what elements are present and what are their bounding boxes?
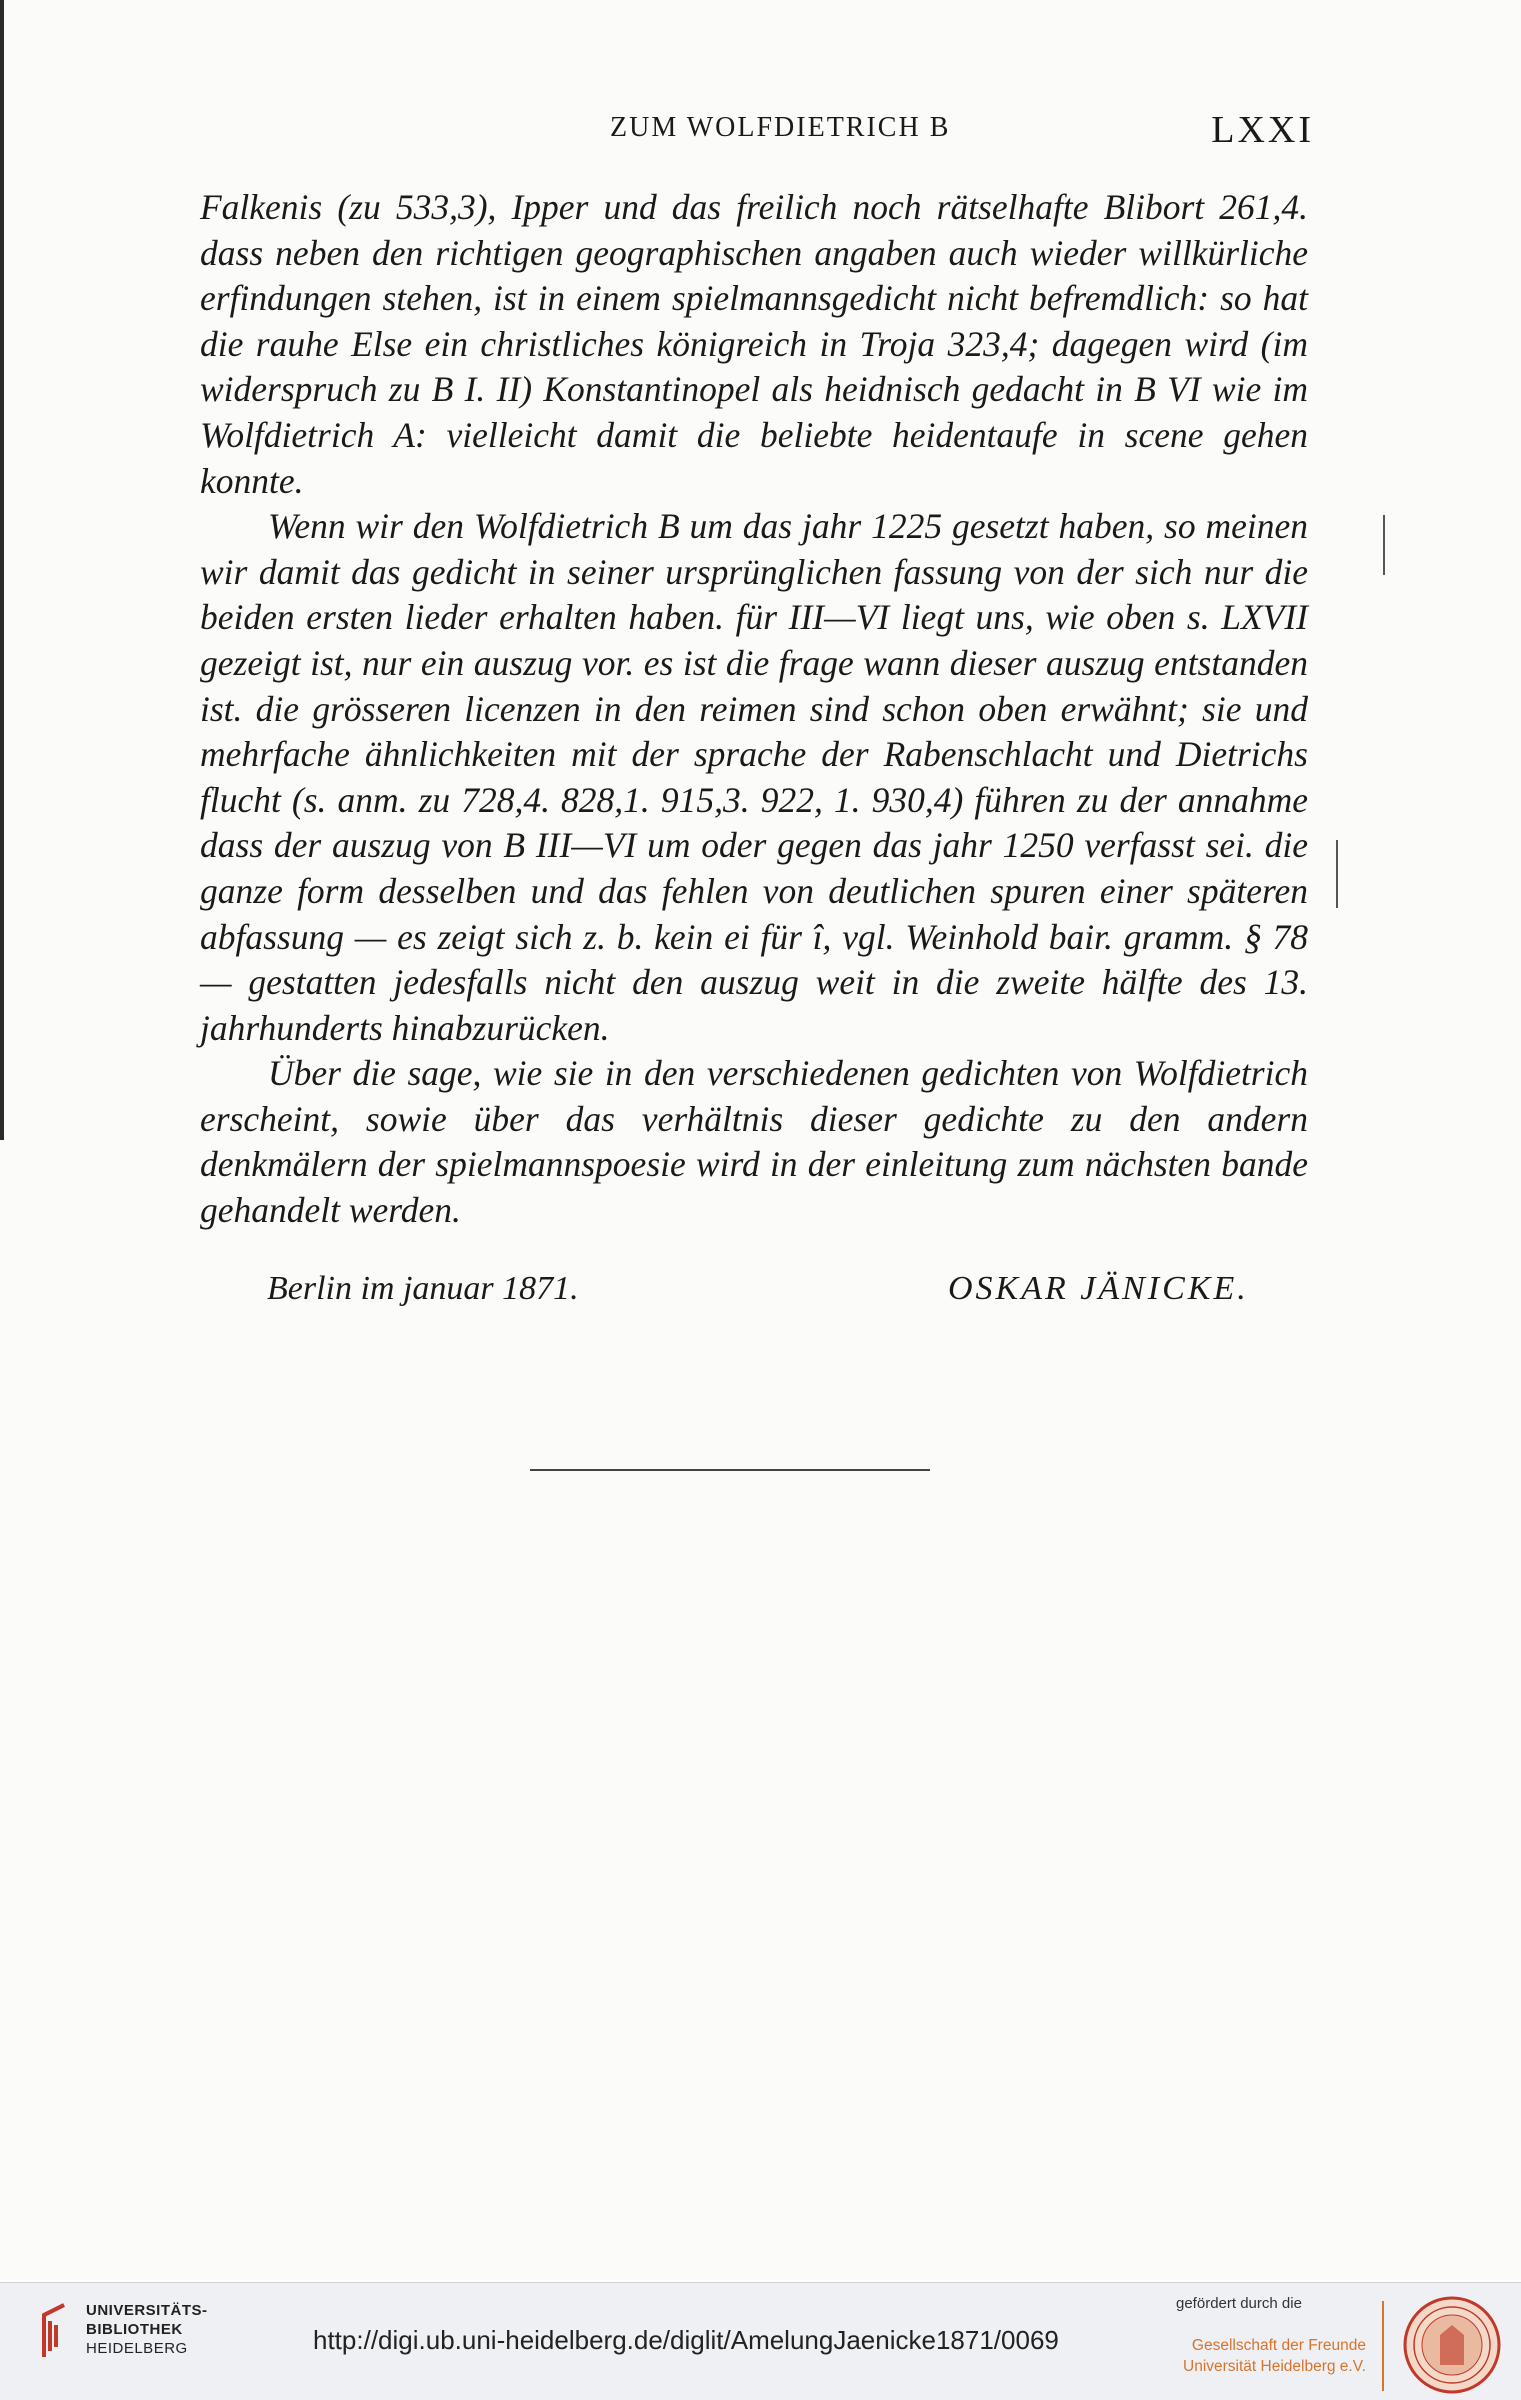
sponsor-line: Universität Heidelberg e.V. [1183, 2358, 1366, 2375]
library-name-line: UNIVERSITÄTS- [86, 2302, 208, 2319]
library-name[interactable] [86, 2301, 208, 2358]
university-seal-icon [1402, 2295, 1502, 2395]
library-logo-icon[interactable] [34, 2301, 74, 2361]
running-title: ZUM WOLFDIETRICH B [610, 112, 951, 143]
paragraph-2: Wenn wir den Wolfdietrich B um das jahr 1225 gesetzt haben, so meinen wir damit das gedicht in seiner ursprünglichen fassung von der sich nur die beiden ersten lieder erhalten haben. für III—VI liegt uns, wie oben s. LXVII gezeigt ist, nur ein auszug vor. es ist die frage wann dieser auszug entstanden ist. die grösseren licenzen in den reimen sind schon oben erwähnt; sie und mehrfache ähnlichkeiten mit der sprache der Rabenschlacht und Dietrichs flucht (s. anm. zu 728,4. 828,1. 915,3. 922, 1. 930,4) führen zu der annahme dass der auszug von B III—VI um oder gegen das jahr 1250 verfasst sei. die ganze form desselben und das fehlen von deutlichen spuren einer späteren abfassung — es zeigt sich z. b. kein ei für î, vgl. Weinhold bair. gramm. § 78 — gestatten jedesfalls nicht den auszug weit in die zweite hälfte des 13. jahrhunderts hinabzurücken. [200, 506, 1308, 1048]
margin-mark [1383, 515, 1385, 575]
margin-mark [1336, 840, 1338, 908]
running-head [0, 108, 1521, 158]
paragraph-3: Über die sage, wie sie in den verschiedenen gedichten von Wolfdietrich erscheint, sowie über das verhältnis dieser gedichte zu den andern denkmälern der spielmannspoesie wird in der einleitung zum nächsten bande gehandelt werden. [200, 1053, 1308, 1231]
library-name-line: BIBLIOTHEK [86, 2321, 183, 2338]
footer-bar [0, 2282, 1521, 2400]
page-edge-shadow [0, 0, 4, 1140]
paragraph-1: Falkenis (zu 533,3), Ipper und das freilich noch rätselhafte Blibort 261,4. dass neben den richtigen geographischen angaben auch wieder willkürliche erfindungen stehen, ist in einem spielmannsgedicht nicht befremdlich: so hat die rauhe Else ein christliches königreich in Troja 323,4; dagegen wird (im widerspruch zu B I. II) Konstantinopel als heidnisch gedacht in B VI wie im Wolfdietrich A: vielleicht damit die beliebte heidentaufe in scene gehen konnte. [200, 187, 1308, 501]
sponsor-line: Gesellschaft der Freunde [1191, 2337, 1366, 2354]
signature [0, 1270, 1521, 1320]
place-date: Berlin im januar 1871. [267, 1270, 579, 1307]
library-name-line: HEIDELBERG [86, 2340, 188, 2357]
page-number: LXXI [1211, 109, 1314, 151]
body-text [200, 185, 1308, 1234]
end-rule [530, 1469, 930, 1471]
sponsor-divider [1382, 2301, 1384, 2391]
author-name: OSKAR JÄNICKE. [948, 1270, 1249, 1307]
sponsor-intro: gefördert durch die [1176, 2295, 1302, 2312]
permalink-url[interactable]: http://digi.ub.uni-heidelberg.de/diglit/AmelungJaenicke1871/0069 [313, 2325, 1059, 2355]
sponsor-name[interactable] [1183, 2335, 1366, 2377]
